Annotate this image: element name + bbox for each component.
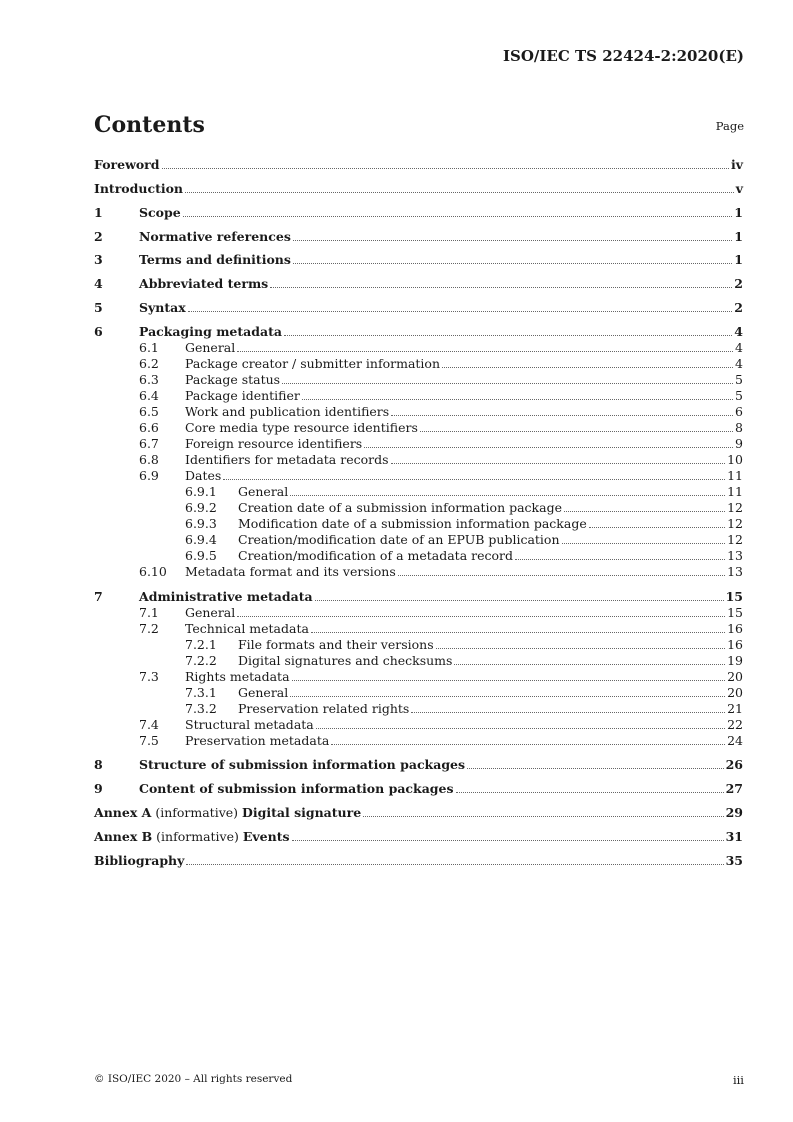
- dot-leader: [515, 559, 725, 560]
- dot-leader: [162, 168, 729, 169]
- toc-entry[interactable]: [139, 604, 743, 620]
- toc-entry-number: 6.8: [139, 452, 159, 467]
- annex-label: Annex A: [94, 805, 152, 820]
- annex-title: Digital signature: [242, 805, 362, 820]
- toc-entry-page: 20: [727, 669, 743, 684]
- dot-leader: [316, 728, 725, 729]
- toc-entry-number: 7.2.2: [185, 653, 217, 668]
- dot-leader: [293, 263, 732, 264]
- toc-entry-page: 13: [727, 564, 743, 579]
- toc-entry-page: 5: [735, 388, 743, 403]
- page-column-label: Page: [715, 119, 744, 133]
- toc-entry-page: 26: [725, 757, 743, 772]
- dot-leader: [186, 864, 723, 865]
- toc-entry[interactable]: [185, 531, 743, 547]
- toc-entry-number: 7.4: [139, 717, 159, 732]
- toc-entry-page: 20: [727, 685, 743, 700]
- toc-entry-title: Rights metadata: [185, 669, 290, 684]
- toc-entry[interactable]: [139, 355, 743, 371]
- dot-leader: [183, 216, 733, 217]
- toc-entry-title: Administrative metadata: [139, 589, 313, 604]
- toc-entry-page: 8: [735, 420, 743, 435]
- toc-entry-title: Package identifier: [185, 388, 300, 403]
- toc-entry-title: Creation date of a submission information package: [238, 500, 562, 515]
- toc-entry-number: 7.1: [139, 605, 159, 620]
- dot-leader: [292, 680, 726, 681]
- toc-entry-number: 6.9: [139, 468, 159, 483]
- toc-entry-page: 21: [727, 701, 743, 716]
- toc-entry-page: 1: [734, 252, 743, 267]
- dot-leader: [282, 383, 733, 384]
- toc-entry[interactable]: [94, 780, 743, 796]
- toc-entry[interactable]: [139, 419, 743, 435]
- toc-entry-page: 12: [727, 532, 743, 547]
- dot-leader: [315, 600, 724, 601]
- toc-entry[interactable]: [139, 371, 743, 387]
- toc-entry-number: 6.9.5: [185, 548, 217, 563]
- toc-entry-number: 5: [94, 300, 103, 315]
- dot-leader: [442, 367, 733, 368]
- dot-leader: [589, 527, 725, 528]
- toc-entry-number: 7: [94, 589, 103, 604]
- toc-entry-title: Abbreviated terms: [139, 276, 269, 291]
- toc-entry-title: Preservation related rights: [238, 701, 410, 716]
- toc-entry-page: 2: [734, 276, 743, 291]
- annex-label: Annex B: [94, 829, 153, 844]
- toc-entry[interactable]: [94, 323, 743, 339]
- toc-entry-page: 11: [727, 468, 743, 483]
- toc-entry-number: 7.3: [139, 669, 159, 684]
- toc-entry[interactable]: [139, 668, 743, 684]
- toc-entry-title: Scope: [139, 205, 181, 220]
- toc-entry-title: Structural metadata: [185, 717, 314, 732]
- toc-entry[interactable]: [94, 299, 743, 315]
- footer-copyright: © ISO/IEC 2020 – All rights reserved: [94, 1073, 293, 1085]
- toc-entry-number: 1: [94, 205, 103, 220]
- dot-leader: [454, 664, 725, 665]
- dot-leader: [331, 744, 725, 745]
- toc-entry[interactable]: [139, 403, 743, 419]
- toc-entry[interactable]: [185, 652, 743, 668]
- toc-entry-number: 6.3: [139, 372, 159, 387]
- toc-entry-number: 2: [94, 229, 103, 244]
- dot-leader: [364, 447, 733, 448]
- toc-entry-page: 10: [727, 452, 743, 467]
- toc-entry-page: 15: [725, 589, 743, 604]
- toc-entry[interactable]: [94, 756, 743, 772]
- toc-entry-number: 6.9.4: [185, 532, 217, 547]
- toc-entry-number: 7.3.2: [185, 701, 217, 716]
- toc-entry-title: General: [238, 685, 289, 700]
- toc-entry-number: 6.9.3: [185, 516, 217, 531]
- dot-leader: [290, 696, 725, 697]
- dot-leader: [237, 351, 733, 352]
- toc-entry-title: Creation/modification of a metadata record: [238, 548, 513, 563]
- toc-entry[interactable]: [139, 467, 743, 483]
- dot-leader: [456, 792, 724, 793]
- toc-entry-title: Modification date of a submission information package: [238, 516, 587, 531]
- dot-leader: [185, 192, 734, 193]
- toc-entry-page: 16: [727, 621, 743, 636]
- dot-leader: [467, 768, 724, 769]
- toc-entry[interactable]: [185, 515, 743, 531]
- toc-entry[interactable]: [94, 804, 743, 820]
- toc-entry-page: 15: [727, 605, 743, 620]
- toc-entry[interactable]: [139, 387, 743, 403]
- toc-entry-number: 6.10: [139, 564, 167, 579]
- toc-entry-number: 6.9.2: [185, 500, 217, 515]
- toc-entry[interactable]: [185, 700, 743, 716]
- toc-entry-page: 35: [725, 853, 743, 868]
- dot-leader: [270, 287, 732, 288]
- toc-entry-page: 13: [727, 548, 743, 563]
- toc-entry-page: 5: [735, 372, 743, 387]
- toc-entry-title: Content of submission information packages: [139, 781, 454, 796]
- toc-entry-title: Packaging metadata: [139, 324, 282, 339]
- toc-entry-page: 1: [734, 205, 743, 220]
- annex-type: (informative): [152, 829, 243, 844]
- dot-leader: [420, 431, 733, 432]
- toc-entry[interactable]: [139, 563, 743, 579]
- toc-entry-number: 6.7: [139, 436, 159, 451]
- dot-leader: [398, 575, 725, 576]
- toc-entry-title: Identifiers for metadata records: [185, 452, 389, 467]
- toc-entry[interactable]: [139, 339, 743, 355]
- toc-entry-number: 6.2: [139, 356, 159, 371]
- toc-entry-title: File formats and their versions: [238, 637, 434, 652]
- toc-entry-page: 19: [727, 653, 743, 668]
- toc-entry-page: v: [735, 181, 743, 196]
- toc-entry-page: 12: [727, 516, 743, 531]
- toc-entry-page: 24: [727, 733, 743, 748]
- document-code: ISO/IEC TS 22424-2:2020(E): [503, 47, 744, 65]
- toc-entry-page: 11: [727, 484, 743, 499]
- toc-entry-title: Metadata format and its versions: [185, 564, 396, 579]
- toc-entry-page: 27: [725, 781, 743, 796]
- dot-leader: [284, 335, 732, 336]
- toc-entry[interactable]: [94, 852, 743, 868]
- footer-page-number: iii: [732, 1073, 744, 1087]
- toc-entry[interactable]: [94, 204, 743, 220]
- toc-entry-number: 7.5: [139, 733, 159, 748]
- dot-leader: [223, 479, 725, 480]
- toc-entry[interactable]: [139, 435, 743, 451]
- dot-leader: [436, 648, 725, 649]
- toc-entry-number: 6.6: [139, 420, 159, 435]
- dot-leader: [391, 415, 733, 416]
- toc-entry-page: 1: [734, 229, 743, 244]
- toc-entry[interactable]: [139, 716, 743, 732]
- dot-leader: [290, 495, 725, 496]
- toc-entry-title: Syntax: [139, 300, 186, 315]
- toc-entry-title: Introduction: [94, 181, 184, 196]
- toc-entry-title: Terms and definitions: [139, 252, 291, 267]
- toc-entry-title: General: [185, 605, 236, 620]
- toc-entry-title: Preservation metadata: [185, 733, 330, 748]
- toc-entry-title: Normative references: [139, 229, 291, 244]
- dot-leader: [391, 463, 726, 464]
- toc-entry[interactable]: [94, 828, 743, 844]
- toc-entry-number: 8: [94, 757, 103, 772]
- dot-leader: [564, 511, 725, 512]
- toc-entry-title: Digital signatures and checksums: [238, 653, 453, 668]
- toc-entry-number: 6.4: [139, 388, 159, 403]
- toc-entry-page: 16: [727, 637, 743, 652]
- toc-entry[interactable]: [94, 228, 743, 244]
- dot-leader: [188, 311, 733, 312]
- toc-entry-page: 6: [735, 404, 743, 419]
- toc-entry-title: Foreign resource identifiers: [185, 436, 363, 451]
- dot-leader: [411, 712, 725, 713]
- toc-entry-number: 7.3.1: [185, 685, 217, 700]
- toc-entry[interactable]: [94, 275, 743, 291]
- toc-entry-number: 7.2.1: [185, 637, 217, 652]
- dot-leader: [562, 543, 726, 544]
- annex-type: (informative): [151, 805, 243, 820]
- toc-entry-title: Dates: [185, 468, 222, 483]
- toc-entry-title: [94, 829, 290, 844]
- toc-entry-number: 9: [94, 781, 103, 796]
- toc-entry-page: 4: [735, 340, 743, 355]
- toc-entry[interactable]: [185, 684, 743, 700]
- toc-entry-page: iv: [730, 157, 743, 172]
- toc-entry[interactable]: [94, 588, 743, 604]
- toc-entry-page: 31: [725, 829, 743, 844]
- toc-entry-number: 7.2: [139, 621, 159, 636]
- toc-entry-number: 6.9.1: [185, 484, 217, 499]
- toc-entry-title: Core media type resource identifiers: [185, 420, 418, 435]
- toc-entry-number: 6.1: [139, 340, 159, 355]
- toc-entry-title: General: [238, 484, 289, 499]
- toc-entry-page: 4: [735, 356, 743, 371]
- toc-entry-title: Foreword: [94, 157, 160, 172]
- toc-entry[interactable]: [185, 547, 743, 563]
- toc-entry-title: Work and publication identifiers: [185, 404, 390, 419]
- toc-entry-page: 22: [727, 717, 743, 732]
- toc-entry-number: 6: [94, 324, 103, 339]
- toc-entry-title: General: [185, 340, 236, 355]
- toc-entry-number: 3: [94, 252, 103, 267]
- toc-entry-title: Package creator / submitter information: [185, 356, 440, 371]
- toc-entry[interactable]: [94, 156, 743, 172]
- toc-entry-page: 2: [734, 300, 743, 315]
- toc-entry-title: Creation/modification date of an EPUB publication: [238, 532, 560, 547]
- toc-entry-number: 4: [94, 276, 103, 291]
- toc-entry[interactable]: [185, 636, 743, 652]
- toc-entry-page: 9: [735, 436, 743, 451]
- toc-entry[interactable]: [139, 451, 743, 467]
- toc-entry-page: 4: [734, 324, 743, 339]
- toc-entry-title: Package status: [185, 372, 281, 387]
- dot-leader: [311, 632, 725, 633]
- toc-entry-title: Bibliography: [94, 853, 185, 868]
- dot-leader: [293, 240, 732, 241]
- page-title: Contents: [94, 112, 205, 138]
- annex-title: Events: [242, 829, 290, 844]
- dot-leader: [363, 816, 723, 817]
- dot-leader: [237, 616, 725, 617]
- toc-entry-page: 12: [727, 500, 743, 515]
- toc-entry[interactable]: [185, 483, 743, 499]
- toc-entry-title: Technical metadata: [185, 621, 309, 636]
- dot-leader: [292, 840, 724, 841]
- toc-entry[interactable]: [139, 732, 743, 748]
- toc-entry[interactable]: [94, 251, 743, 267]
- toc-entry[interactable]: [139, 620, 743, 636]
- toc-entry[interactable]: [94, 180, 743, 196]
- toc-entry-page: 29: [725, 805, 743, 820]
- toc-entry[interactable]: [185, 499, 743, 515]
- toc-entry-title: [94, 805, 361, 820]
- toc-entry-title: Structure of submission information packages: [139, 757, 466, 772]
- dot-leader: [302, 399, 733, 400]
- toc-entry-number: 6.5: [139, 404, 159, 419]
